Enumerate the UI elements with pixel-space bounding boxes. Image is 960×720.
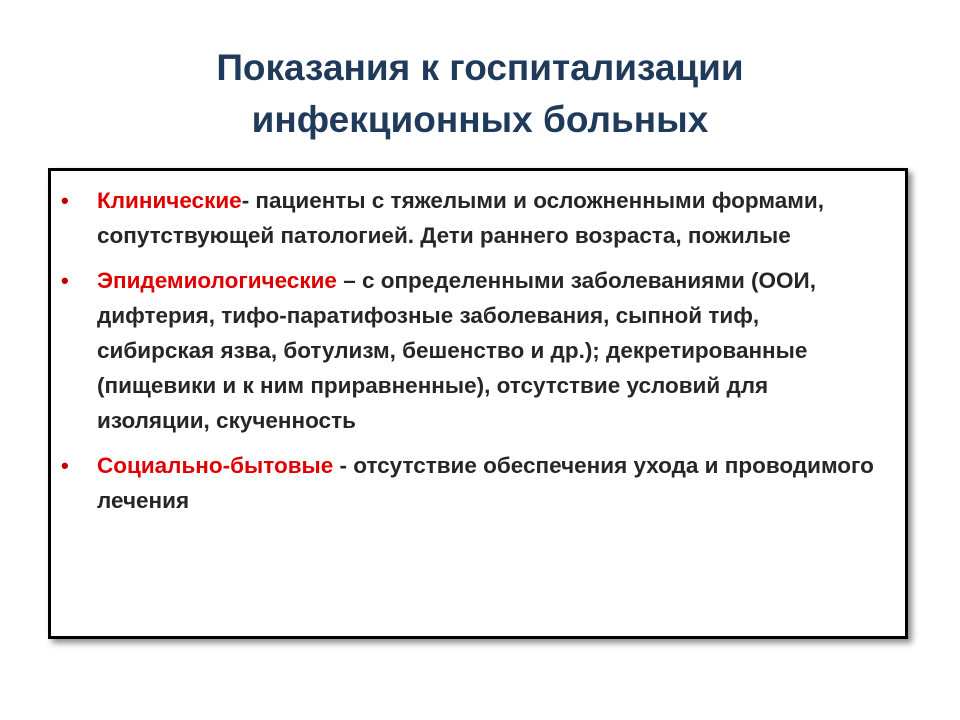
bullet-list bbox=[51, 183, 905, 528]
slide-title bbox=[0, 42, 960, 146]
bullet-dot-icon: • bbox=[61, 453, 69, 478]
content-box bbox=[48, 168, 908, 639]
slide-title-line-2: инфекционных больных bbox=[251, 99, 709, 140]
bullet-dot-icon: • bbox=[61, 268, 69, 293]
bullet-dot-icon: • bbox=[61, 188, 69, 213]
bullet-term: Социально-бытовые bbox=[97, 453, 334, 478]
bullet-text: - отсутствие обеспечения ухода и проводимого лечения bbox=[97, 453, 874, 513]
bullet-item-social bbox=[51, 448, 905, 518]
bullet-term: Клинические bbox=[97, 188, 242, 213]
bullet-item-clinical bbox=[51, 183, 905, 253]
slide-title-line-1: Показания к госпитализации bbox=[216, 47, 744, 88]
bullet-text: – с определенными заболеваниями (ООИ, дифтерия, тифо-паратифозные заболевания, сыпной тиф, сибирская язва, ботулизм, бешенство и др.); декретированные (пищевики и к ним приравненные), отсутствие условий для изоляции, скученность bbox=[97, 268, 816, 433]
bullet-text: - пациенты с тяжелыми и осложненными формами, сопутствующей патологией. Дети раннего возраста, пожилые bbox=[97, 188, 824, 248]
bullet-term: Эпидемиологические bbox=[97, 268, 337, 293]
bullet-item-epidemiological bbox=[51, 263, 905, 438]
